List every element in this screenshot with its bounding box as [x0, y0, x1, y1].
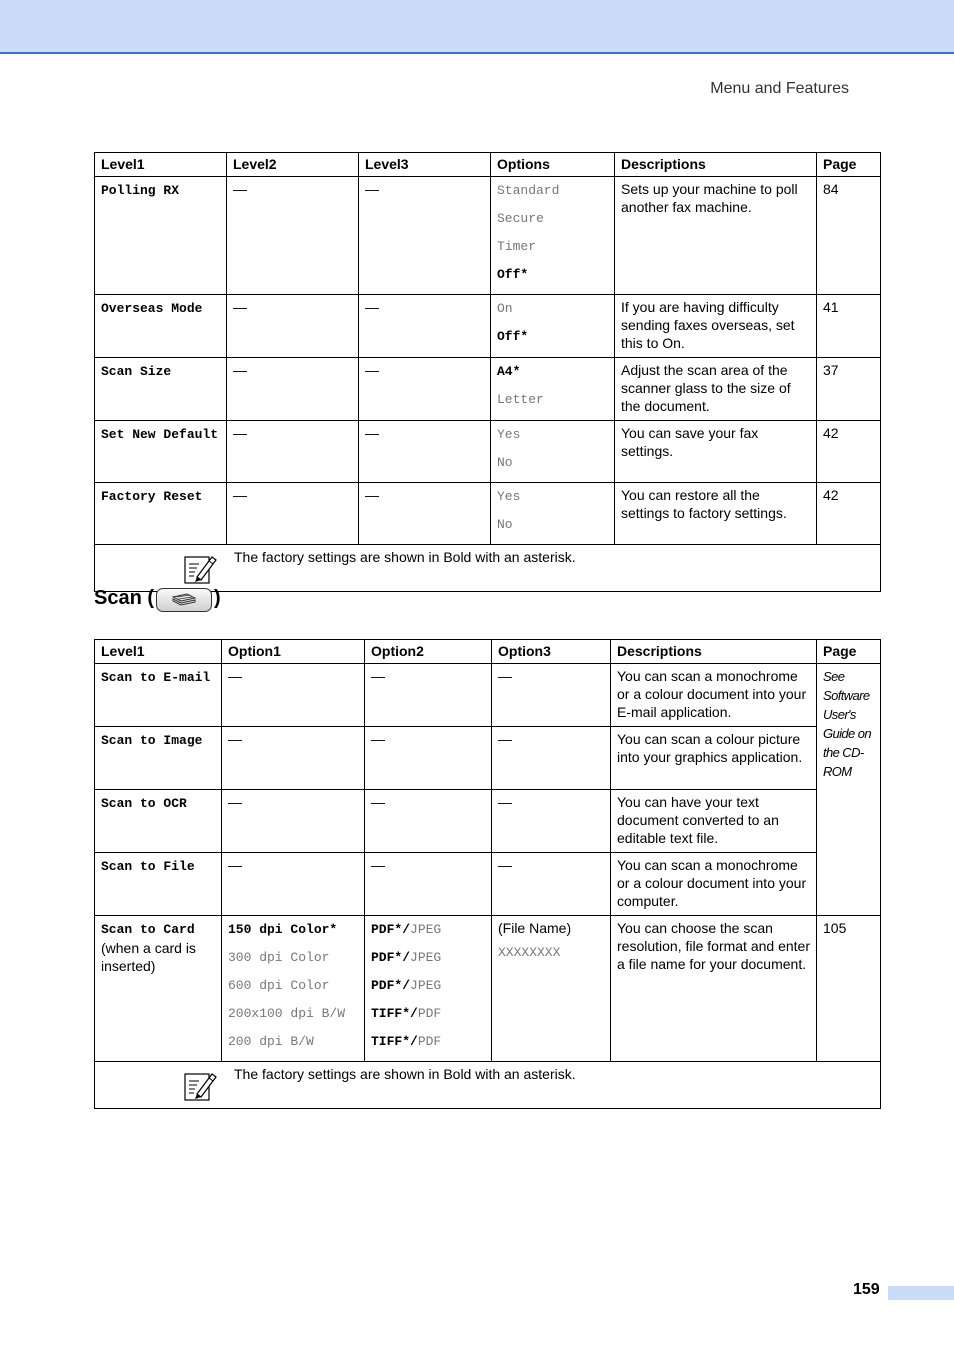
- format-separator: /: [402, 978, 411, 993]
- format-default: PDF*: [371, 978, 403, 993]
- page-tab-marker: [888, 1286, 954, 1300]
- running-head: Menu and Features: [710, 80, 849, 97]
- option2-cell: —: [371, 731, 385, 747]
- format-separator: /: [410, 1006, 418, 1021]
- option1-cell: —: [228, 731, 242, 747]
- column-header: Level1: [95, 640, 222, 664]
- page-cell: 42: [823, 487, 839, 503]
- note-pencil-icon: [183, 551, 217, 585]
- column-header: Descriptions: [615, 153, 817, 177]
- level2-cell: —: [233, 487, 247, 503]
- format-default: TIFF*: [371, 1034, 411, 1049]
- top-header-band: [0, 0, 954, 54]
- table-row: [95, 790, 881, 853]
- page-cell: 41: [823, 299, 839, 315]
- note-text: The factory settings are shown in Bold with an asterisk.: [234, 1066, 576, 1082]
- column-header: Option1: [222, 640, 365, 664]
- level2-cell: —: [233, 425, 247, 441]
- level1-cell: Scan to File: [101, 859, 195, 874]
- description-cell: If you are having difficulty sending faxes overseas, set this to On.: [621, 299, 795, 351]
- column-header: Option2: [365, 640, 492, 664]
- column-header: Level2: [227, 153, 359, 177]
- level3-cell: —: [365, 425, 379, 441]
- option-value: 200x100 dpi B/W: [228, 1006, 346, 1021]
- option3-cell: —: [498, 857, 512, 873]
- table-row: [95, 177, 881, 295]
- option-value: Letter: [497, 392, 544, 407]
- option-value: Timer: [497, 239, 537, 254]
- option-default-value: 150 dpi Color*: [228, 922, 338, 937]
- table-row: [95, 916, 881, 1062]
- page-cell: 42: [823, 425, 839, 441]
- level3-cell: —: [365, 181, 379, 197]
- option1-cell: —: [228, 857, 242, 873]
- option-default-value: Off*: [497, 329, 529, 344]
- section-title-scan: [94, 586, 221, 610]
- note-pencil-icon: [183, 1068, 217, 1102]
- file-name-value: XXXXXXXX: [498, 945, 561, 960]
- table-header-row: [95, 640, 881, 664]
- format-separator: /: [410, 1034, 418, 1049]
- table-row: [95, 358, 881, 421]
- option2-cell: —: [371, 668, 385, 684]
- option3-cell: —: [498, 794, 512, 810]
- option1-cell: —: [228, 794, 242, 810]
- table-row: [95, 295, 881, 358]
- description-cell: Sets up your machine to poll another fax machine.: [621, 181, 798, 215]
- option3-label: (File Name): [498, 920, 572, 936]
- level1-cell: Scan to E-mail: [101, 670, 211, 685]
- page-cell: 105: [823, 920, 847, 936]
- format-alt: JPEG: [410, 950, 442, 965]
- level1-cell: Scan to Image: [101, 733, 203, 748]
- note-row: [95, 545, 881, 592]
- format-default: PDF*: [371, 922, 403, 937]
- page-reference: See Software User's Guide on the CD-ROM: [823, 669, 871, 779]
- option3-cell: —: [498, 731, 512, 747]
- option-value: Yes: [497, 427, 521, 442]
- description-cell: You can have your text document converted to an editable text file.: [617, 794, 779, 846]
- option-default-value: Off*: [497, 267, 529, 282]
- option-value: Secure: [497, 211, 544, 226]
- file-format-option: [371, 1028, 485, 1056]
- level2-cell: —: [233, 299, 247, 315]
- column-header: Options: [491, 153, 615, 177]
- column-header: Descriptions: [611, 640, 817, 664]
- level3-cell: —: [365, 299, 379, 315]
- scan-menu-table: [94, 639, 881, 1109]
- option-value: Yes: [497, 489, 521, 504]
- option-value: 200 dpi B/W: [228, 1034, 314, 1049]
- file-format-option: [371, 972, 485, 1000]
- level1-cell: Factory Reset: [101, 489, 203, 504]
- column-header: Page: [817, 640, 881, 664]
- level1-cell: Overseas Mode: [101, 301, 203, 316]
- option3-cell: —: [498, 668, 512, 684]
- level1-cell: Scan Size: [101, 364, 172, 379]
- format-separator: /: [402, 950, 411, 965]
- format-alt: PDF: [417, 1034, 442, 1049]
- option-value: No: [497, 517, 513, 532]
- column-header: Option3: [492, 640, 611, 664]
- description-cell: You can scan a monochrome or a colour document into your computer.: [617, 857, 807, 909]
- option2-cell: —: [371, 794, 385, 810]
- format-separator: /: [402, 922, 411, 937]
- format-alt: JPEG: [410, 978, 442, 993]
- table-row: [95, 664, 881, 727]
- section-title-close: ): [214, 586, 221, 609]
- option-value: On: [497, 301, 513, 316]
- description-cell: You can scan a monochrome or a colour document into your E-mail application.: [617, 668, 807, 720]
- option2-cell: —: [371, 857, 385, 873]
- option-default-value: A4*: [497, 364, 521, 379]
- description-cell: Adjust the scan area of the scanner glass to the size of the document.: [621, 362, 791, 414]
- description-cell: You can choose the scan resolution, file format and enter a file name for your document.: [617, 920, 810, 972]
- format-alt: PDF: [417, 1006, 442, 1021]
- level1-cell: Polling RX: [101, 183, 180, 198]
- section-title-text: Scan (: [94, 586, 155, 609]
- option-value: 300 dpi Color: [228, 950, 330, 965]
- page-cell: 84: [823, 181, 839, 197]
- column-header: Level3: [359, 153, 491, 177]
- option-value: 600 dpi Color: [228, 978, 330, 993]
- table-row: [95, 421, 881, 483]
- level1-cell: Set New Default: [101, 427, 219, 442]
- level1-cell: Scan to OCR: [101, 796, 187, 811]
- scan-key-icon: [156, 588, 212, 612]
- file-format-option: [371, 916, 485, 944]
- file-format-option: [371, 1000, 485, 1028]
- description-cell: You can save your fax settings.: [621, 425, 759, 459]
- level2-cell: —: [233, 181, 247, 197]
- column-header: Page: [817, 153, 881, 177]
- format-default: TIFF*: [371, 1006, 411, 1021]
- description-cell: You can scan a colour picture into your graphics application.: [617, 731, 803, 765]
- page-number: 159: [853, 1281, 880, 1298]
- note-text: The factory settings are shown in Bold with an asterisk.: [234, 549, 576, 565]
- table-row: [95, 853, 881, 916]
- level1-note: (when a card is inserted): [101, 940, 196, 974]
- page-cell: 37: [823, 362, 839, 378]
- level2-cell: —: [233, 362, 247, 378]
- table-header-row: [95, 153, 881, 177]
- note-row: [95, 1062, 881, 1109]
- option-value: No: [497, 455, 513, 470]
- option1-cell: —: [228, 668, 242, 684]
- description-cell: You can restore all the settings to factory settings.: [621, 487, 787, 521]
- level1-cell: Scan to Card: [101, 922, 195, 937]
- format-alt: JPEG: [410, 922, 442, 937]
- level3-cell: —: [365, 362, 379, 378]
- table-row: [95, 727, 881, 790]
- table-row: [95, 483, 881, 545]
- fax-menu-table: [94, 152, 881, 592]
- level3-cell: —: [365, 487, 379, 503]
- file-format-option: [371, 944, 485, 972]
- format-default: PDF*: [371, 950, 403, 965]
- option-value: Standard: [497, 183, 560, 198]
- column-header: Level1: [95, 153, 227, 177]
